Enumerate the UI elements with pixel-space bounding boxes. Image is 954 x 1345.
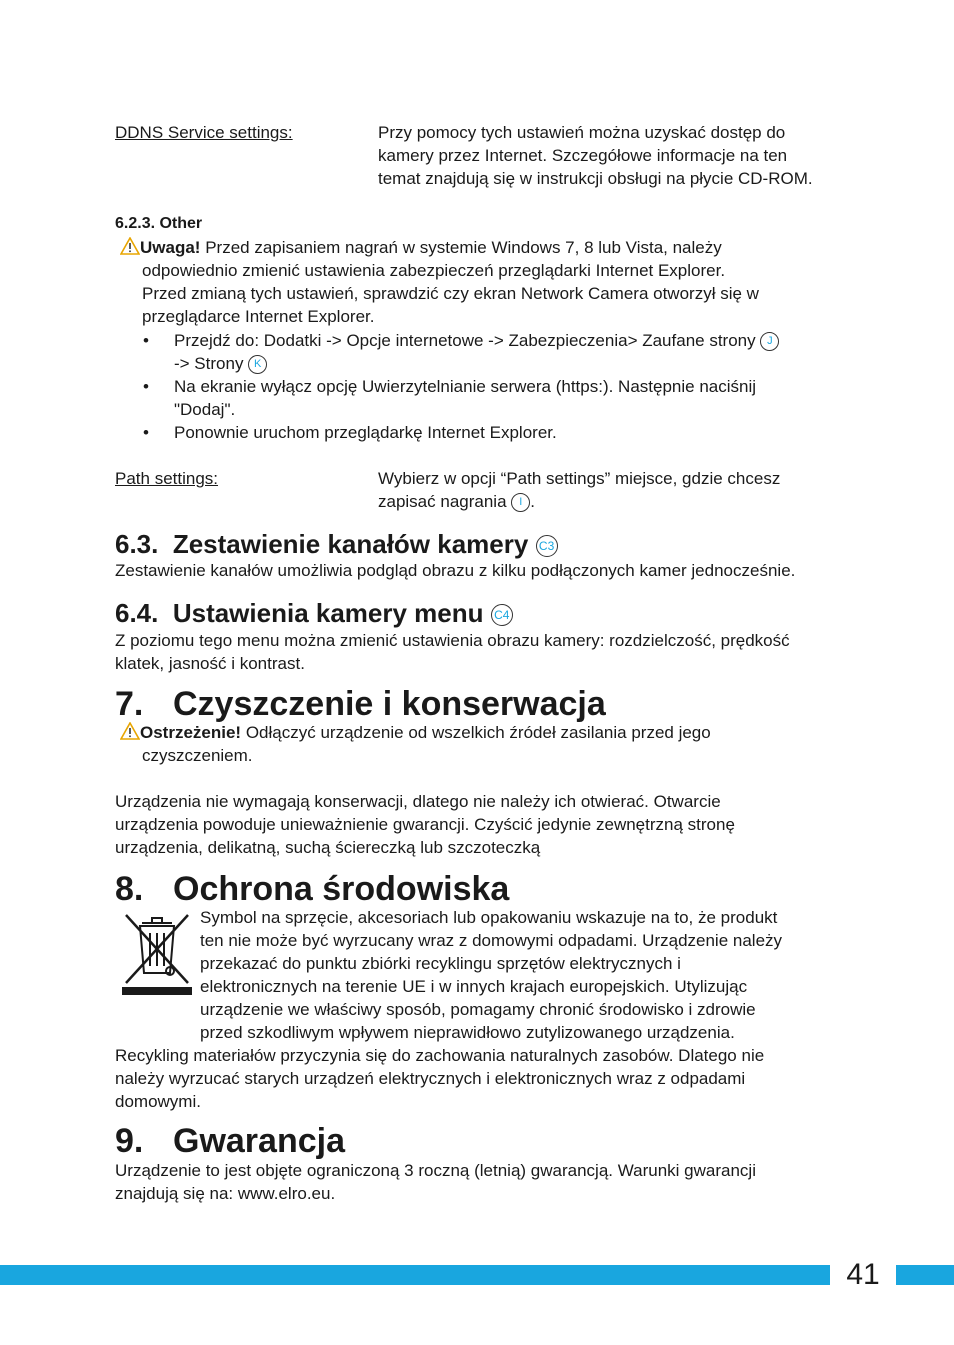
text-line: ten nie może być wyrzucany wraz z domowymi odpadami. Urządzenie należy xyxy=(200,931,783,950)
section-text xyxy=(115,1044,764,1113)
text-line: klatek, jasność i kontrast. xyxy=(115,654,305,673)
section-text xyxy=(115,790,735,859)
text-line: urządzenie we właściwy sposób, pomagamy chronić środowisko i zdrowie xyxy=(200,1000,756,1019)
text-line: przed szkodliwym wpływem nieprawidłowo zutylizowanego urządzenia. xyxy=(200,1023,735,1042)
section-heading-6-4 xyxy=(115,598,513,628)
marker-c3: C3 xyxy=(536,535,558,557)
text-line: elektronicznych na terenie UE i w innych krajach europejskich. Utylizując xyxy=(200,977,748,996)
section-number: 9. xyxy=(115,1122,144,1160)
text-line: Symbol na sprzęcie, akcesoriach lub opakowaniu wskazuje na to, że produkt xyxy=(200,908,778,927)
text-line: domowymi. xyxy=(115,1092,201,1111)
text-line: urządzenia powoduje unieważnienie gwarancji. Czyścić jedynie zewnętrzną stronę xyxy=(115,815,735,834)
text-line: przekazać do punktu zbiórki recyklingu sprzętów elektrycznych i xyxy=(200,954,681,973)
marker-k: K xyxy=(248,355,267,374)
s7-warning xyxy=(120,721,860,767)
path-label: Path settings: xyxy=(115,469,219,488)
path-description xyxy=(378,467,780,513)
warning-text: przeglądarce Internet Explorer. xyxy=(142,307,375,326)
list-item xyxy=(143,421,843,444)
text-line: urządzenia, delikatną, suchą ściereczką lub szczoteczką xyxy=(115,838,541,857)
section-text xyxy=(115,1159,756,1205)
other-bullet-list xyxy=(143,329,843,444)
ddns-line: Przy pomocy tych ustawień można uzyskać dostęp do xyxy=(378,123,786,142)
section-number: 6.3. xyxy=(115,529,159,559)
other-heading: 6.2.3. Other xyxy=(115,215,203,232)
warning-text: Odłączyć urządzenie od wszelkich źródeł zasilania przed jego xyxy=(241,723,711,742)
section-title: Ustawienia kamery menu xyxy=(172,598,484,628)
text-line: Urządzenia nie wymagają konserwacji, dlatego nie należy ich otwierać. Otwarcie xyxy=(115,792,721,811)
bullet: • xyxy=(143,331,149,350)
section-heading-6-3 xyxy=(115,529,558,559)
path-line: zapisać nagrania xyxy=(378,492,507,511)
section-number: 6.4. xyxy=(115,598,159,628)
warning-label: Uwaga! xyxy=(140,238,201,257)
marker-j: J xyxy=(760,332,779,351)
section-text xyxy=(115,629,790,675)
section-title: Czyszczenie i konserwacja xyxy=(173,685,606,723)
bullet: • xyxy=(143,423,149,442)
section-heading-9 xyxy=(115,1121,345,1161)
warning-label: Ostrzeżenie! xyxy=(140,723,242,742)
list-item xyxy=(143,329,843,375)
list-item xyxy=(143,375,843,421)
section-number: 7. xyxy=(115,685,144,723)
ddns-label: DDNS Service settings: xyxy=(115,123,293,142)
warning-triangle-icon xyxy=(120,237,140,255)
bullet: • xyxy=(143,377,149,396)
ddns-line: kamery przez Internet. Szczegółowe informacje na ten xyxy=(378,146,788,165)
list-item-text: Na ekranie wyłącz opcję Uwierzytelnianie serwera (https:). Następnie naciśnij xyxy=(174,377,757,396)
section-text xyxy=(200,906,782,1044)
ddns-description xyxy=(378,121,813,190)
section-title: Gwarancja xyxy=(173,1122,345,1160)
text-line: Z poziomu tego menu można zmienić ustawienia obrazu kamery: rozdzielczość, prędkość xyxy=(115,631,790,650)
list-item-text: Ponownie uruchom przeglądarkę Internet Explorer. xyxy=(174,423,557,442)
marker-i: I xyxy=(511,493,530,512)
ddns-line: temat znajdują się w instrukcji obsługi na płycie CD-ROM. xyxy=(378,169,813,188)
list-item-text: "Dodaj". xyxy=(174,400,236,419)
text-line: Urządzenie to jest objęte ograniczoną 3 roczną (letnią) gwarancją. Warunki gwarancji xyxy=(115,1161,756,1180)
section-title: Zestawienie kanałów kamery xyxy=(172,529,529,559)
section-number: 8. xyxy=(115,870,144,908)
period: . xyxy=(530,492,535,511)
footer-bar xyxy=(0,1265,954,1285)
text-line: znajdują się na: www.elro.eu. xyxy=(115,1184,336,1203)
section-heading-8 xyxy=(115,869,509,909)
page-number: 41 xyxy=(830,1258,896,1292)
warning-text: czyszczeniem. xyxy=(142,746,253,765)
text-line: należy wyrzucać starych urządzeń elektrycznych i elektronicznych wraz z odpadami xyxy=(115,1069,746,1088)
path-line: Wybierz w opcji “Path settings” miejsce, gdzie chcesz xyxy=(378,469,781,488)
other-warning xyxy=(120,236,860,328)
text-line: Recykling materiałów przyczynia się do zachowania naturalnych zasobów. Dlatego nie xyxy=(115,1046,765,1065)
section-title: Ochrona środowiska xyxy=(173,870,510,908)
list-item-text: -> Strony xyxy=(174,354,244,373)
list-item-text: Przejdź do: Dodatki -> Opcje internetowe -> Zabezpieczenia> Zaufane strony xyxy=(174,331,756,350)
warning-text: Przed zapisaniem nagrań w systemie Windows 7, 8 lub Vista, należy xyxy=(200,238,722,257)
warning-text: odpowiednio zmienić ustawienia zabezpieczeń przeglądarki Internet Explorer. xyxy=(142,261,726,280)
marker-c4: C4 xyxy=(491,604,513,626)
section-heading-7 xyxy=(115,684,606,724)
warning-triangle-icon xyxy=(120,722,140,740)
warning-text: Przed zmianą tych ustawień, sprawdzić czy ekran Network Camera otworzył się w xyxy=(142,284,759,303)
weee-crossed-bin-icon xyxy=(122,911,192,997)
section-text: Zestawienie kanałów umożliwia podgląd obrazu z kilku podłączonych kamer jednocześnie. xyxy=(115,561,796,580)
